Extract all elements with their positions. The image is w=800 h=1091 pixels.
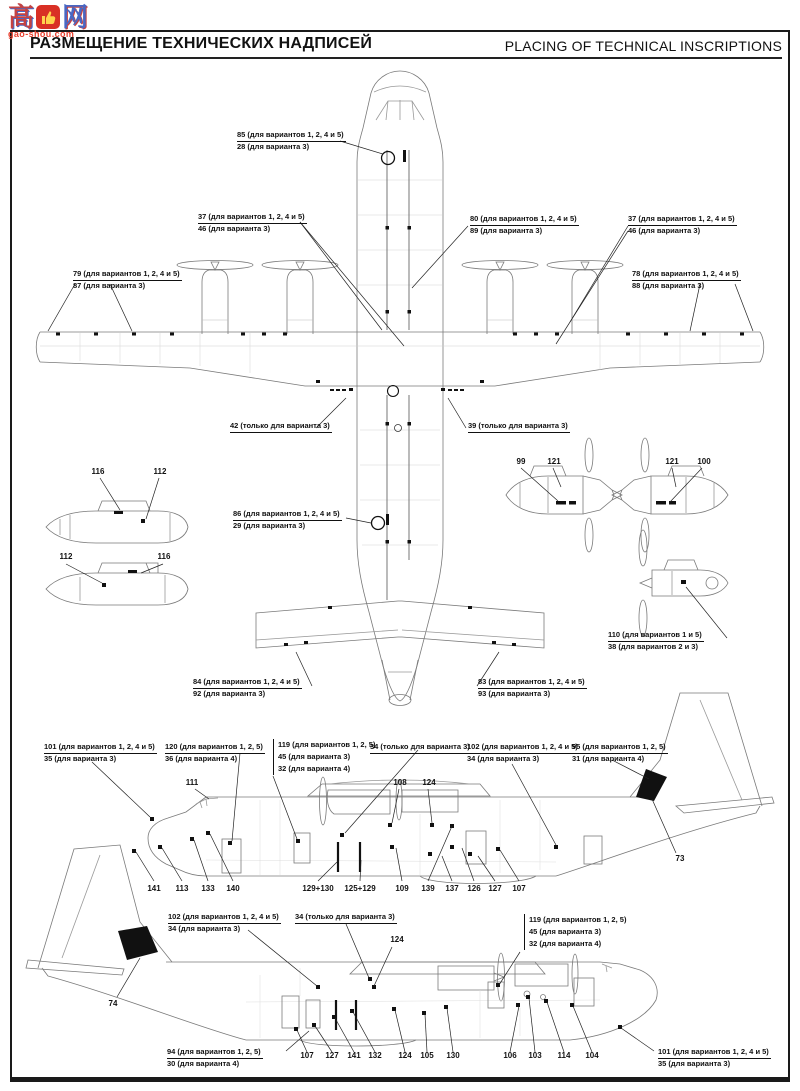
part-number-116-lower-pod: 116: [157, 552, 171, 561]
part-number-133: 133: [201, 884, 215, 893]
part-number-141-middle: 141: [147, 884, 161, 893]
callout-80-89: 80 (для вариантов 1, 2, 4 и 5) 89 (для варианта 3): [470, 214, 577, 235]
part-number-130: 130: [446, 1051, 460, 1060]
part-number-121-right-nacelle: 121: [665, 457, 679, 466]
callout-34-only-bottom: 34 (только для варианта 3): [295, 911, 397, 923]
thumb-up-icon: [36, 5, 60, 29]
callout-42: 42 (только для варианта 3): [230, 420, 332, 432]
part-number-124-middle: 124: [422, 778, 436, 787]
callout-94-30: 94 (для вариантов 1, 2, 5) 30 (для варианта 4): [167, 1047, 261, 1068]
page-title-english: PLACING OF TECHNICAL INSCRIPTIONS: [504, 38, 782, 54]
part-number-107-middle: 107: [512, 884, 526, 893]
part-number-116-upper-pod: 116: [91, 467, 105, 476]
page-title-russian: РАЗМЕЩЕНИЕ ТЕХНИЧЕСКИХ НАДПИСЕЙ: [30, 35, 373, 52]
part-number-121-left-nacelle: 121: [547, 457, 561, 466]
callout-39: 39 (только для варианта 3): [468, 420, 570, 432]
part-number-139: 139: [421, 884, 435, 893]
part-number-104: 104: [585, 1051, 599, 1060]
callout-79-87: 79 (для вариантов 1, 2, 4 и 5) 87 (для варианта 3): [73, 269, 180, 290]
part-number-114: 114: [557, 1051, 571, 1060]
callout-101-35-middle: 101 (для вариантов 1, 2, 4 и 5) 35 (для варианта 3): [44, 742, 155, 763]
part-number-126: 126: [467, 884, 481, 893]
part-number-112-upper-pod: 112: [153, 467, 167, 476]
part-number-141-bottom: 141: [347, 1051, 361, 1060]
watermark-char-left: 高: [8, 2, 35, 32]
callout-102-34-middle: 102 (для вариантов 1, 2, 4 и 5) 34 (для варианта 3): [467, 742, 578, 763]
callout-119-45-32-middle: 119 (для вариантов 1, 2, 5) 45 (для варианта 3) 32 (для варианта 4): [273, 739, 375, 775]
part-number-132: 132: [368, 1051, 382, 1060]
callout-95-31: 95 (для вариантов 1, 2, 5) 31 (для варианта 4): [572, 742, 666, 763]
callout-78-88: 78 (для вариантов 1, 2, 4 и 5) 88 (для варианта 3): [632, 269, 739, 290]
engine-nacelle-drawings: [506, 438, 728, 636]
part-number-127-bottom: 127: [325, 1051, 339, 1060]
part-number-108: 108: [393, 778, 407, 787]
callout-85-28: 85 (для вариантов 1, 2, 4 и 5) 28 (для варианта 3): [237, 130, 344, 151]
callout-34-only-middle: 34 (только для варианта 3): [370, 741, 472, 753]
part-number-137: 137: [445, 884, 459, 893]
part-number-106: 106: [503, 1051, 517, 1060]
part-number-125-129: 125+129: [344, 884, 376, 893]
part-number-100: 100: [697, 457, 711, 466]
top-view-drawing: [36, 71, 764, 706]
part-number-107-bottom: 107: [300, 1051, 314, 1060]
callout-86-29: 86 (для вариантов 1, 2, 4 и 5) 29 (для варианта 3): [233, 509, 340, 530]
part-number-124-bottom-upper: 124: [390, 935, 404, 944]
watermark-logo: [8, 4, 88, 39]
part-number-73: 73: [675, 854, 685, 863]
part-number-74: 74: [108, 999, 118, 1008]
part-number-111: 111: [185, 778, 199, 787]
part-number-103: 103: [528, 1051, 542, 1060]
part-number-140: 140: [226, 884, 240, 893]
callout-120-36: 120 (для вариантов 1, 2, 5) 36 (для варианта 4): [165, 742, 263, 763]
callout-101-35-bottom: 101 (для вариантов 1, 2, 4 и 5) 35 (для варианта 3): [658, 1047, 769, 1068]
part-number-113: 113: [175, 884, 189, 893]
callout-102-34-bottom: 102 (для вариантов 1, 2, 4 и 5) 34 (для варианта 3): [168, 912, 279, 933]
callout-119-45-32-bottom: 119 (для вариантов 1, 2, 5) 45 (для варианта 3) 32 (для варианта 4): [524, 914, 626, 950]
part-number-109: 109: [395, 884, 409, 893]
part-number-124-bottom-row: 124: [398, 1051, 412, 1060]
part-number-99: 99: [516, 457, 526, 466]
callout-110-38: 110 (для вариантов 1 и 5) 38 (для вариантов 2 и 3): [608, 630, 702, 651]
watermark-site-text: gao-shou.com: [8, 29, 75, 39]
callout-37-46-left: 37 (для вариантов 1, 2, 4 и 5) 46 (для варианта 3): [198, 212, 305, 233]
callout-37-46-right: 37 (для вариантов 1, 2, 4 и 5) 46 (для варианта 3): [628, 214, 735, 235]
part-number-105: 105: [420, 1051, 434, 1060]
part-number-129-130: 129+130: [302, 884, 334, 893]
watermark-char-right: 网: [62, 2, 89, 32]
callout-83-93: 83 (для вариантов 1, 2, 4 и 5) 93 (для варианта 3): [478, 677, 585, 698]
part-number-112-lower-pod: 112: [59, 552, 73, 561]
part-number-127-middle: 127: [488, 884, 502, 893]
callout-84-92: 84 (для вариантов 1, 2, 4 и 5) 92 (для варианта 3): [193, 677, 300, 698]
